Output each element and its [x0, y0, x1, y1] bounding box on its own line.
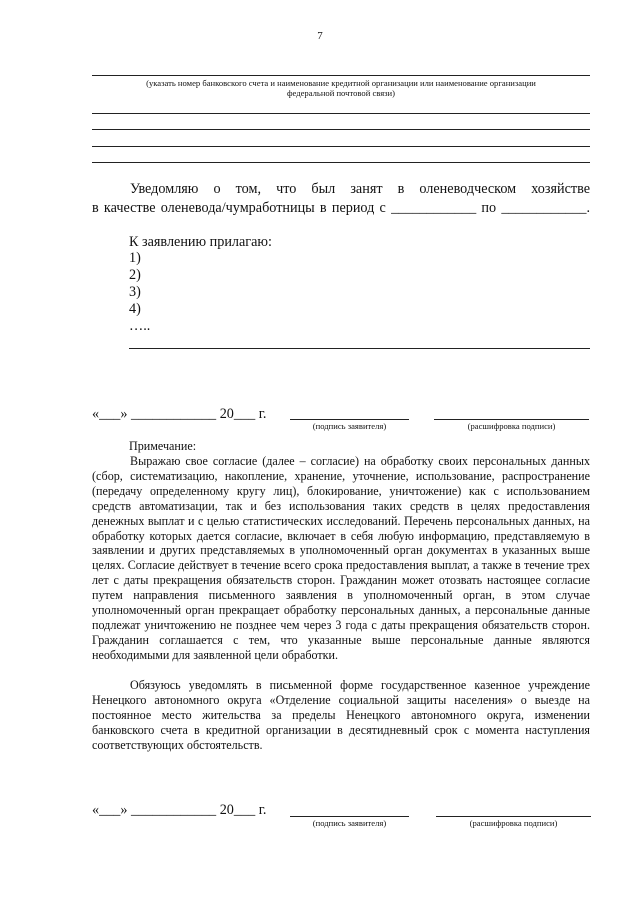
signature-line-1 [290, 419, 409, 420]
decode-caption-2: (расшифровка подписи) [469, 818, 558, 828]
date-field-2: «___» ____________ 20___ г. [92, 802, 267, 818]
blank-line-2 [92, 129, 590, 130]
obligation-paragraph: Обязуюсь уведомлять в письменной форме государственное казенное учреждение Ненецкого автономного округа «Отделение социальной защиты населения» о выезде на постоянное место жительства за пределы Ненецкого автономного округа, изменении банковского счета в кредитной организации в десятидневный срок с момента наступления соответствующих обстоятельств. [92, 678, 590, 752]
blank-line-3 [92, 146, 590, 147]
attachment-item-3: 3) [129, 284, 141, 300]
notice-paragraph [92, 181, 590, 216]
attachment-item-more: ….. [129, 318, 151, 334]
date-field-1: «___» ____________ 20___ г. [92, 406, 267, 422]
page-number: 7 [317, 30, 323, 42]
decode-caption-1: (расшифровка подписи) [467, 421, 556, 431]
bank-caption-line-1: (указать номер банковского счета и наименование кредитной организации или наименование организации [146, 78, 536, 88]
signature-caption-2: (подпись заявителя) [312, 818, 387, 828]
signature-caption-1: (подпись заявителя) [312, 421, 387, 431]
attachment-item-2: 2) [129, 267, 141, 283]
attachment-item-1: 1) [129, 250, 141, 266]
decode-line-2 [436, 816, 591, 817]
decode-line-1 [434, 419, 589, 420]
attachments-underline [129, 348, 590, 349]
attachment-item-4: 4) [129, 301, 141, 317]
blank-line-1 [92, 113, 590, 114]
bank-caption [92, 78, 590, 98]
bank-caption-line-2: федеральной почтовой связи) [286, 88, 396, 98]
notice-line-2: в качестве оленевода/чумработницы в период с ____________ по ____________. [92, 199, 590, 216]
attachments-heading: К заявлению прилагаю: [129, 234, 272, 250]
notice-line-1: Уведомляю о том, что был занят в оленеводческом хозяйстве [130, 181, 590, 197]
consent-paragraph: Выражаю свое согласие (далее – согласие) на обработку своих персональных данных (сбор, систематизацию, накопление, хранение, уточнение, использование, распространение (передачу определенному кругу лиц), блокирование, уничтожение) как с использованием средств автоматизации, так и без использования таких средств в целях предоставления денежных выплат и с целью статистических исследований. Перечень персональных данных, на обработку которых дается согласие, включает в себя любую информацию, представляемую в заявлении и других представляемых в уполномоченный орган документах в указанных выше целях. Согласие действует в течение всего срока предоставления выплат, а также в течение трех лет с даты прекращения обязательств сторон. Гражданин может отозвать настоящее согласие путем направления письменного заявления в уполномоченный орган, в этом случае уполномоченный орган прекращает обработку персональных данных, а персональные данные подлежат уничтожению не позднее чем через 3 года с даты прекращения обязательств сторон. Гражданин соглашается с тем, что указанные выше персональные данные являются необходимыми для заявленной цели обработки. [92, 454, 590, 662]
note-heading: Примечание: [129, 439, 197, 453]
bank-account-line [92, 75, 590, 76]
blank-line-4 [92, 162, 590, 163]
signature-line-2 [290, 816, 409, 817]
